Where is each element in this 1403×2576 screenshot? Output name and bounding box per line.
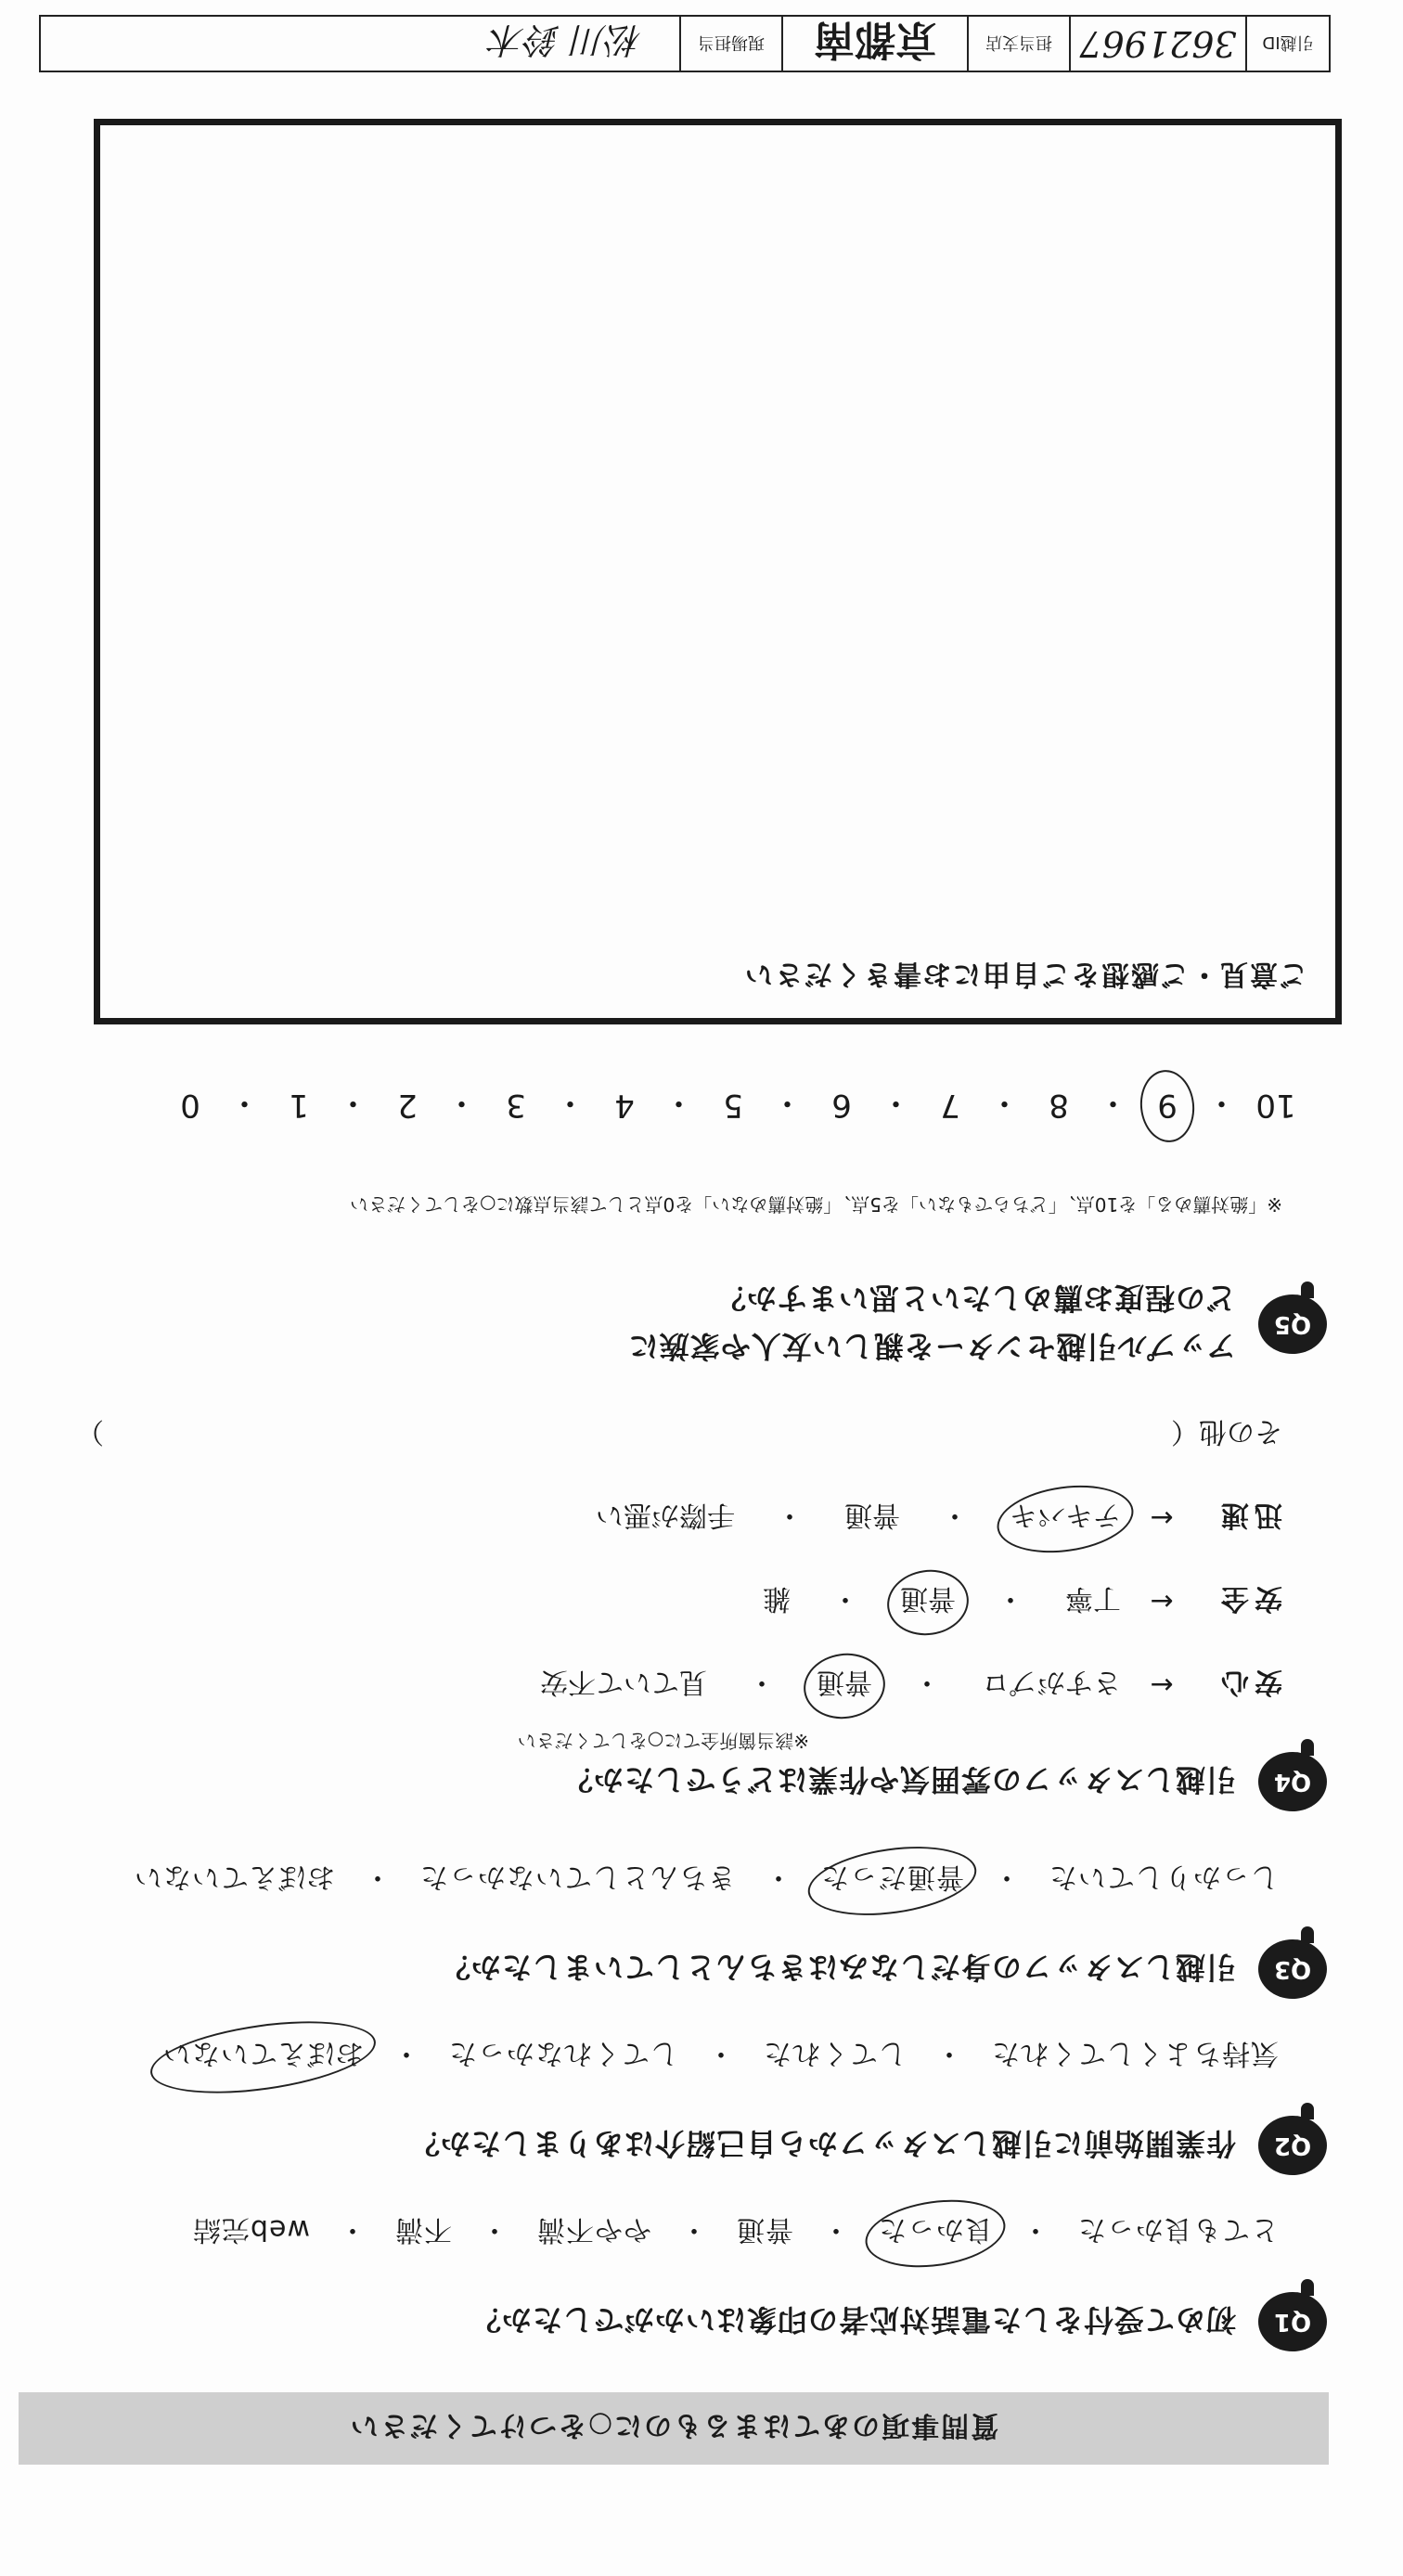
q4-badge: Q4 [1258,1752,1327,1811]
site-leader-label: 現場担当 [679,17,781,71]
score-3[interactable]: 3 [506,1087,526,1125]
q4-category-anshin: 安心 ← さすがプロ ・ 普通 ・ 見ていて不安 [536,1665,1282,1706]
score-8[interactable]: 8 [1049,1087,1069,1125]
score-9[interactable]: 9 [1144,1088,1191,1125]
q1-option-5[interactable]: 不満 [394,2213,452,2246]
q3-option-2[interactable]: 普通だった [817,1860,968,1900]
score-6[interactable]: 6 [831,1087,852,1125]
score-4[interactable]: 4 [614,1087,635,1125]
q2-option-2[interactable]: してくれた [763,2037,907,2069]
q2-badge: Q2 [1258,2116,1327,2175]
score-7[interactable]: 7 [940,1087,960,1125]
q1-option-2[interactable]: 良かった [874,2212,997,2253]
q5-note: ※「絶対薦める」を10点、「どちらでもない」を5点、「絶対薦めない」を0点として該当点数に○をしてください [350,1193,1282,1216]
q4-other-label: その他（ [1171,1415,1282,1448]
q3-option-1[interactable]: しっかりしていた [1049,1861,1279,1893]
arrow-icon: ← [1150,1585,1174,1618]
q4-question [562,1752,1327,1811]
q4-other [76,1414,1282,1455]
q3-question [440,1939,1327,1999]
q1-badge: Q1 [1258,2292,1327,2351]
q3-option-4[interactable]: おぼえていない [134,1861,335,1893]
q5-text-line-1: アップル引越センターを親しい友人や家族に [627,1329,1236,1364]
instructions-text: 質問事項のあてはまるものに○をつけてください [348,2409,999,2441]
score-1[interactable]: 1 [289,1087,309,1125]
q5-badge: Q5 [1258,1294,1327,1354]
q5-text [628,1279,1236,1370]
move-id-value[interactable]: 3621967 [1069,17,1245,71]
q4-category-label: 安全 [1216,1582,1282,1615]
q2-option-3[interactable]: してくれなかった [448,2037,678,2069]
q4-text: 引越しスタッフの雰囲気や作業はどうでしたか？ [561,1762,1236,1797]
q1-option-6[interactable]: web完結 [191,2213,310,2246]
q4-jinsoku-option-1[interactable]: テキパキ [1006,1498,1125,1539]
q3-text: 引越しスタッフの身だしなみはきちんとしていましたか？ [439,1950,1236,1985]
q1-option-4[interactable]: やや不満 [536,2213,651,2246]
branch-label: 担当支店 [967,17,1069,71]
q3-options: しっかりしていた ・ 普通だった ・ きちんとしていなかった ・ おぼえていない [130,1860,1282,1900]
q4-anshin-option-1[interactable]: さすがプロ [982,1666,1121,1698]
score-0[interactable]: 0 [180,1087,200,1125]
instructions-banner [19,2392,1329,2465]
q2-options: 気持ちよくしてくれた ・ してくれた ・ してくれなかった ・ おぼえていない [159,2036,1282,2077]
footer-info-table [39,15,1331,72]
arrow-icon: ← [1150,1501,1174,1535]
comments-box[interactable] [94,119,1342,1024]
branch-value[interactable]: 京都南 [781,17,967,71]
q4-jinsoku-option-3[interactable]: 手際が悪い [596,1499,735,1531]
q5-question [628,1279,1327,1370]
q5-score-scale: 10 ・ 9 ・ 8 ・ 7 ・ 6 ・ 5 ・ 4 ・ 3 ・ 2 ・ 1 ・ 0 [167,1083,1299,1128]
q4-anzen-option-2[interactable]: 普通 [896,1581,959,1622]
q3-option-3[interactable]: きちんとしていなかった [419,1861,736,1893]
q4-anshin-option-3[interactable]: 見ていて不安 [540,1666,707,1698]
q4-anzen-option-3[interactable]: 雑 [763,1582,791,1615]
q4-category-jinsoku: 迅速 ← テキパキ ・ 普通 ・ 手際が悪い [592,1498,1282,1539]
move-id-label: 引越ID [1245,17,1329,71]
site-leader-value[interactable]: 松川 鈴木 [489,19,642,61]
q4-other-close: ） [76,1415,104,1448]
arrow-icon: ← [1150,1668,1174,1702]
q2-option-1[interactable]: 気持ちよくしてくれた [991,2037,1279,2069]
q4-jinsoku-option-2[interactable]: 普通 [844,1499,900,1531]
q4-category-label: 迅速 [1216,1499,1282,1531]
q4-anzen-option-1[interactable]: 丁寧 [1065,1582,1121,1615]
q1-option-3[interactable]: 普通 [736,2213,793,2246]
comments-label: ご意見・ご感想をご自由にお書きください [743,958,1307,990]
q1-option-1[interactable]: とても良かった [1077,2213,1279,2246]
q4-category-label: 安心 [1216,1666,1282,1698]
q4-anshin-option-2[interactable]: 普通 [813,1665,876,1706]
q2-option-4[interactable]: おぼえていない [159,2036,367,2077]
q4-note: ※該当箇所全てに○をしてください [517,1730,809,1752]
score-10[interactable]: 10 [1255,1087,1296,1125]
q1-options: とても良かった ・ 良かった ・ 普通 ・ やや不満 ・ 不満 ・ web完結 [188,2212,1282,2253]
q2-question [409,2116,1327,2175]
q5-text-line-2: どの程度お薦めしたいと思いますか？ [714,1281,1236,1316]
q1-question [470,2292,1327,2351]
q4-category-anzen: 安全 ← 丁寧 ・ 普通 ・ 雑 [759,1581,1282,1622]
q1-text: 初めて受付をした電話対応者の印象はいかがでしたか？ [470,2302,1236,2338]
q3-badge: Q3 [1258,1939,1327,1999]
score-5[interactable]: 5 [723,1087,743,1125]
q2-text: 作業開始前に引越しスタッフから自己紹介はありましたか？ [408,2126,1236,2161]
score-2[interactable]: 2 [397,1087,418,1125]
